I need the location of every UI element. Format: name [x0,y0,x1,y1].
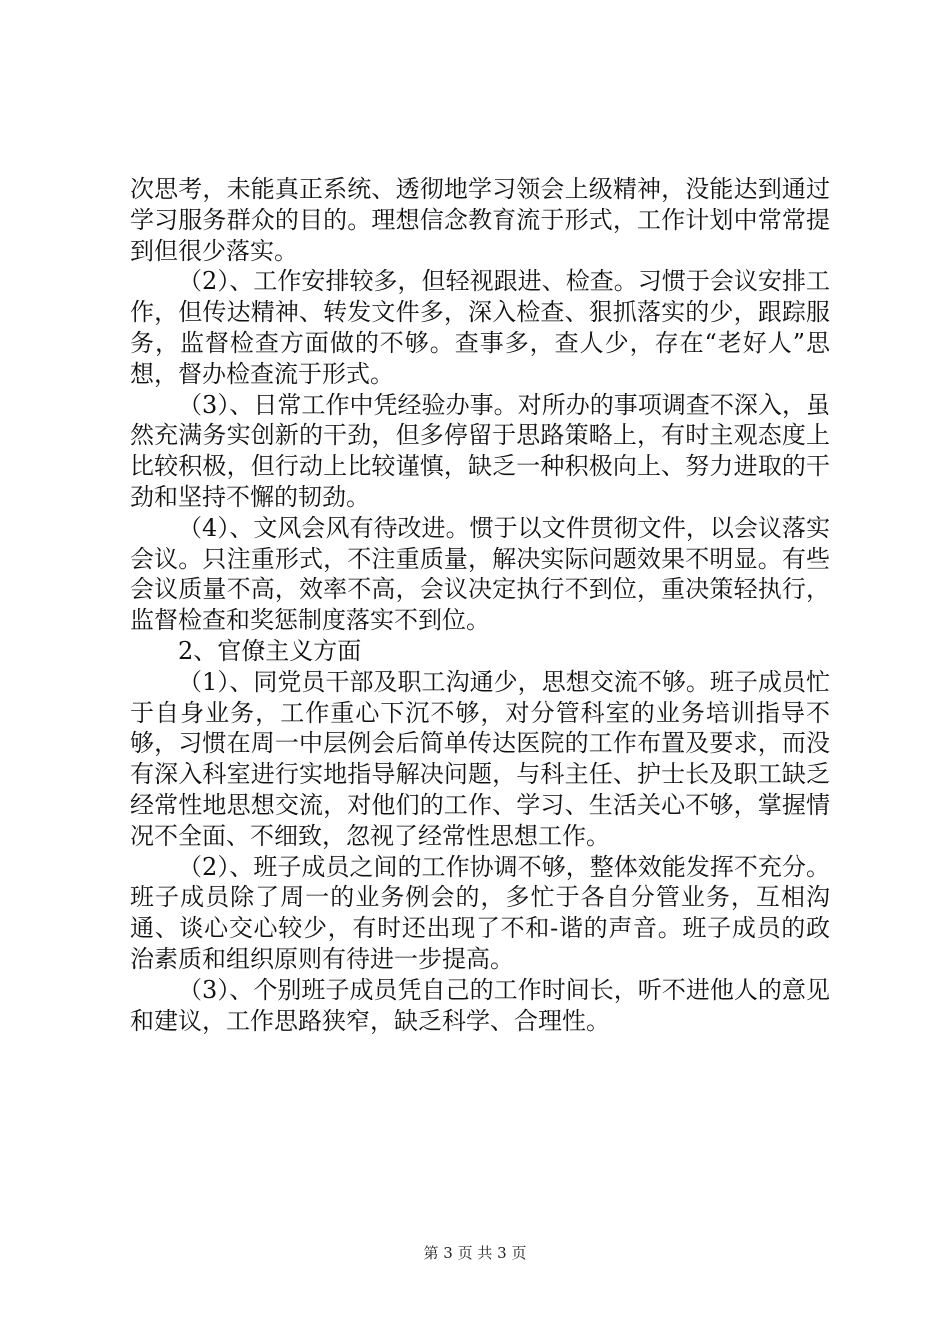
paragraph-5: （1）、同党员干部及职工沟通少，思想交流不够。班子成员忙于自身业务，工作重心下沉不够，对分管科室的业务培训指导不够，习惯在周一中层例会后简单传达医院的工作布置及要求，而没有深入科室进行实地指导解决问题，与科主任、护士长及职工缺乏经常性地思想交流，对他们的工作、学习、生活关心不够，掌握情况不全面、不细致，忽视了经常性思想工作。 [130,667,830,850]
paragraph-7: （3）、个别班子成员凭自己的工作时间长，听不进他人的意见和建议，工作思路狭窄，缺乏科学、合理性。 [130,975,830,1035]
paragraph-2: （2）、工作安排较多，但轻视跟进、检查。习惯于会议安排工作，但传达精神、转发文件多，深入检查、狠抓落实的少，跟踪服务，监督检查方面做的不够。查事多，查人少，存在“老好人”思想，督办检查流于形式。 [130,267,830,388]
paragraph-4: （4）、文风会风有待改进。惯于以文件贯彻文件，以会议落实会议。只注重形式，不注重质量，解决实际问题效果不明显。有些会议质量不高，效率不高，会议决定执行不到位，重决策轻执行，监督检查和奖惩制度落实不到位。 [130,513,830,635]
section-heading: 2、官僚主义方面 [178,636,362,665]
document-body [130,174,830,1036]
page-footer: 第 3 页 共 3 页 [423,1244,527,1262]
paragraph-6: （2）、班子成员之间的工作协调不够，整体效能发挥不充分。班子成员除了周一的业务例会的，多忙于各自分管业务，互相沟通、谈心交心较少，有时还出现了不和-谐的声音。班子成员的政治素质和组织原则有待进一步提高。 [130,852,830,973]
paragraph-3: （3）、日常工作中凭经验办事。对所办的事项调查不深入，虽然充满务实创新的干劲，但多停留于思路策略上，有时主观态度上比较积极，但行动上比较谨慎，缺乏一种积极向上、努力进取的干劲和坚持不懈的韧劲。 [130,390,830,511]
paragraph-1: 次思考，未能真正系统、透彻地学习领会上级精神，没能达到通过学习服务群众的目的。理想信念教育流于形式，工作计划中常常提到但很少落实。 [130,175,830,265]
